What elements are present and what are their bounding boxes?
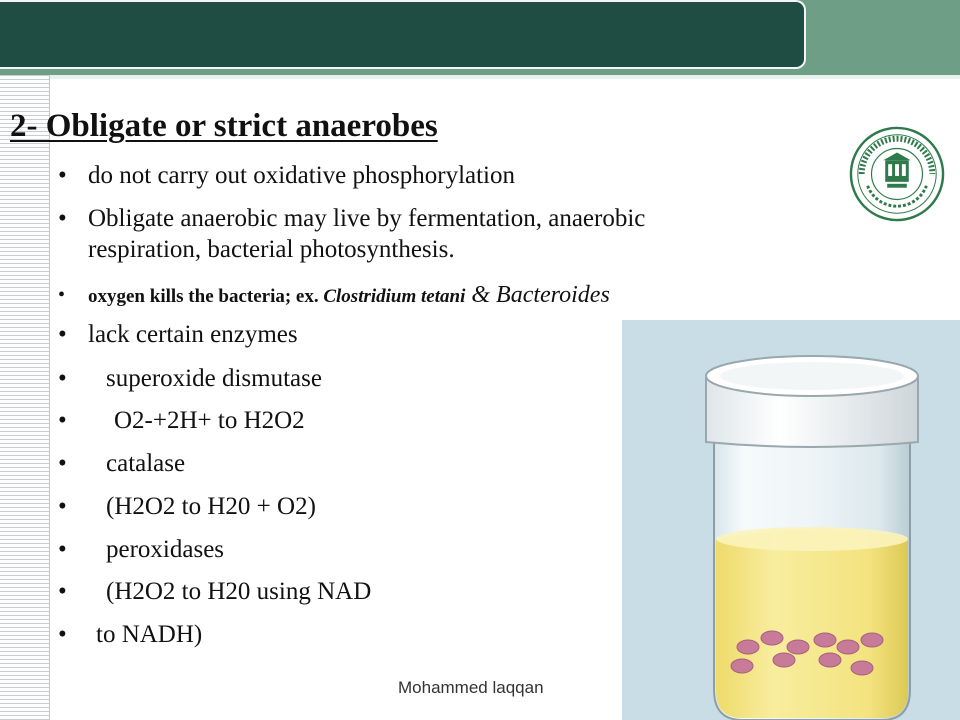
bullet-text: peroxidases [106, 536, 225, 563]
bullet-marker: • [58, 321, 67, 348]
bullet-text-tail: & Bacteroides [465, 282, 610, 308]
slide-title: 2- Obligate or strict anaerobes [10, 108, 438, 144]
bullet-text: (H2O2 to H20 + O2) [106, 493, 316, 520]
left-decorative-strip [0, 75, 50, 720]
university-seal-icon [848, 125, 946, 223]
test-tube-illustration [622, 320, 960, 720]
footer-author: Mohammed laqqan [398, 678, 544, 697]
bullet-text: do not carry out oxidative phosphorylation [88, 162, 516, 189]
bullet-text: O2-+2H+ to H2O2 [114, 407, 305, 434]
bullet-marker: • [58, 450, 67, 477]
bullet-text [88, 280, 610, 312]
bullet-text-prefix: oxygen kills the bacteria; ex. [88, 286, 324, 307]
bullet-text: catalase [106, 450, 186, 477]
bullet-marker: • [58, 162, 67, 189]
bullet-text: superoxide dismutase [106, 365, 322, 392]
bullet-marker: • [58, 578, 67, 605]
header-band [0, 0, 960, 75]
bullet-marker: • [58, 284, 66, 306]
bullet-marker: • [58, 536, 67, 563]
bullet-marker: • [58, 407, 67, 434]
bullet-text: to NADH) [96, 621, 203, 648]
header-divider [0, 75, 960, 79]
bullet-text: lack certain enzymes [88, 321, 298, 348]
species-name: Clostridium tetani [323, 286, 466, 307]
bullet-marker: • [58, 621, 67, 648]
bullet-marker: • [58, 205, 67, 232]
bullet-text: (H2O2 to H20 using NAD [106, 578, 372, 605]
header-title-bar [0, 0, 806, 69]
bullet-marker: • [58, 365, 67, 392]
bullet-text: Obligate anaerobic may live by fermentation, anaerobic [88, 205, 646, 232]
bullet-text: respiration, bacterial photosynthesis. [88, 236, 455, 263]
bullet-marker: • [58, 493, 67, 520]
